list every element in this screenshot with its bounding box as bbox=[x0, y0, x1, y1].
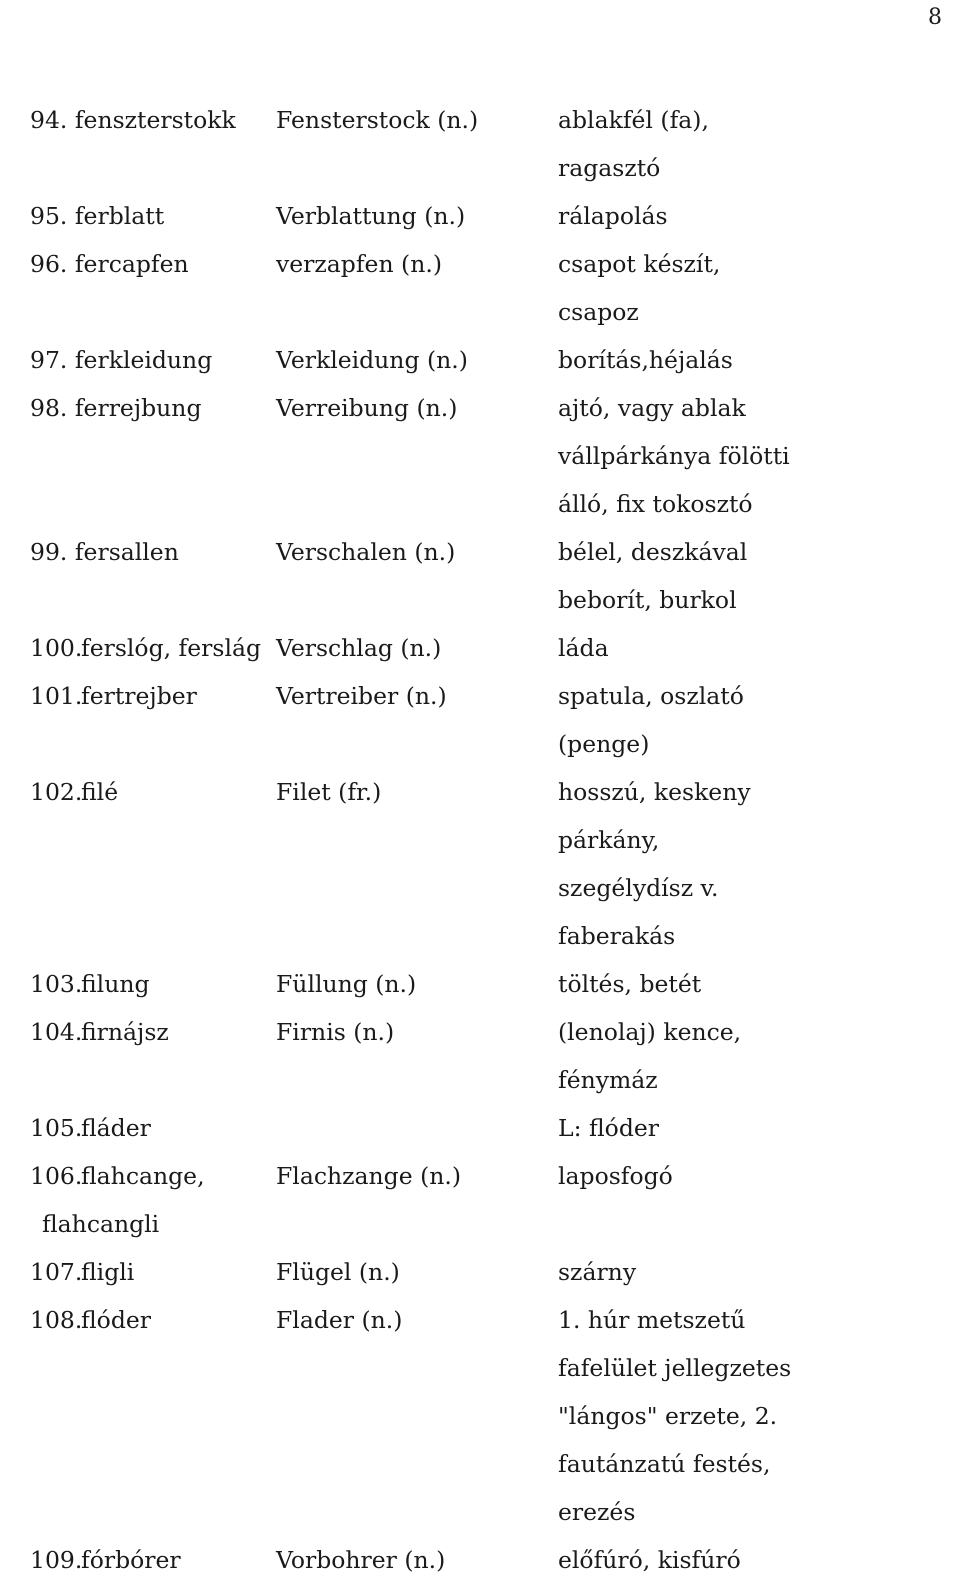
entry-meaning-line: ablakfél (fa), bbox=[558, 106, 709, 134]
entry-source: Verkleidung (n.) bbox=[276, 346, 468, 374]
glossary-list bbox=[0, 96, 960, 1584]
glossary-entry bbox=[0, 624, 960, 672]
entry-meaning-line: laposfogó bbox=[558, 1162, 673, 1190]
entry-heading bbox=[30, 192, 164, 240]
glossary-continuation bbox=[0, 1056, 960, 1104]
glossary-continuation bbox=[0, 1488, 960, 1536]
glossary-continuation bbox=[0, 1344, 960, 1392]
entry-term: fertrejber bbox=[81, 682, 197, 710]
entry-number: 100. bbox=[30, 634, 83, 662]
entry-number: 96. bbox=[30, 250, 68, 278]
entry-heading bbox=[30, 96, 236, 144]
entry-term: ferkleidung bbox=[74, 346, 213, 374]
entry-number: 109. bbox=[30, 1546, 83, 1574]
entry-heading bbox=[30, 528, 179, 576]
entry-source: Verreibung (n.) bbox=[276, 394, 458, 422]
entry-meaning-line: szegélydísz v. bbox=[558, 874, 719, 902]
entry-meaning-line: fénymáz bbox=[558, 1066, 658, 1094]
entry-number: 99. bbox=[30, 538, 68, 566]
glossary-continuation bbox=[0, 288, 960, 336]
entry-source: Verschalen (n.) bbox=[276, 538, 456, 566]
entry-source: Fensterstock (n.) bbox=[276, 106, 479, 134]
entry-meaning-line: hosszú, keskeny bbox=[558, 778, 751, 806]
entry-meaning-line: láda bbox=[558, 634, 609, 662]
entry-meaning-line: borítás,héjalás bbox=[558, 346, 733, 374]
glossary-entry bbox=[0, 336, 960, 384]
entry-source: Vertreiber (n.) bbox=[276, 682, 447, 710]
entry-meaning-line: L: flóder bbox=[558, 1114, 659, 1142]
entry-source: Filet (fr.) bbox=[276, 778, 382, 806]
entry-meaning-line: spatula, oszlató bbox=[558, 682, 744, 710]
entry-meaning-line: töltés, betét bbox=[558, 970, 702, 998]
glossary-continuation bbox=[0, 864, 960, 912]
glossary-entry bbox=[0, 1104, 960, 1152]
entry-source: verzapfen (n.) bbox=[276, 250, 443, 278]
glossary-continuation bbox=[0, 480, 960, 528]
glossary-entry bbox=[0, 1296, 960, 1344]
entry-number: 102. bbox=[30, 778, 83, 806]
entry-number: 98. bbox=[30, 394, 68, 422]
glossary-continuation bbox=[0, 1200, 960, 1248]
entry-term: ferrejbung bbox=[74, 394, 202, 422]
entry-number: 108. bbox=[30, 1306, 83, 1334]
entry-source: Flügel (n.) bbox=[276, 1258, 400, 1286]
entry-source: Verblattung (n.) bbox=[276, 202, 466, 230]
glossary-entry bbox=[0, 768, 960, 816]
entry-meaning-line: szárny bbox=[558, 1258, 637, 1286]
entry-source: Füllung (n.) bbox=[276, 970, 417, 998]
entry-term: filung bbox=[81, 970, 150, 998]
entry-term: firnájsz bbox=[81, 1018, 169, 1046]
entry-heading bbox=[30, 240, 189, 288]
entry-term: fenszterstokk bbox=[74, 106, 236, 134]
entry-meaning-line: ragasztó bbox=[558, 154, 661, 182]
entry-meaning-line: csapot készít, bbox=[558, 250, 721, 278]
entry-term: ferblatt bbox=[74, 202, 165, 230]
glossary-entry bbox=[0, 528, 960, 576]
entry-source: Vorbohrer (n.) bbox=[276, 1546, 446, 1574]
entry-heading bbox=[30, 384, 201, 432]
entry-meaning-line: fafelület jellegzetes bbox=[558, 1354, 792, 1382]
entry-number: 97. bbox=[30, 346, 68, 374]
glossary-continuation bbox=[0, 720, 960, 768]
entry-heading bbox=[30, 336, 212, 384]
entry-term: fercapfen bbox=[74, 250, 189, 278]
page-number: 8 bbox=[928, 5, 942, 30]
entry-number: 104. bbox=[30, 1018, 83, 1046]
entry-term: filé bbox=[81, 778, 119, 806]
entry-source: Firnis (n.) bbox=[276, 1018, 395, 1046]
glossary-entry bbox=[0, 1152, 960, 1200]
entry-number: 95. bbox=[30, 202, 68, 230]
glossary-continuation bbox=[0, 144, 960, 192]
entry-source: Flader (n.) bbox=[276, 1306, 403, 1334]
entry-number: 101. bbox=[30, 682, 83, 710]
entry-meaning-line: beborít, burkol bbox=[558, 586, 737, 614]
entry-number: 94. bbox=[30, 106, 68, 134]
entry-meaning-line: 1. húr metszetű bbox=[558, 1306, 746, 1334]
entry-number: 103. bbox=[30, 970, 83, 998]
glossary-continuation bbox=[0, 576, 960, 624]
entry-term: fláder bbox=[81, 1114, 151, 1142]
entry-meaning-line: (penge) bbox=[558, 730, 650, 758]
glossary-continuation bbox=[0, 816, 960, 864]
glossary-entry bbox=[0, 1008, 960, 1056]
entry-term: fórbórer bbox=[81, 1546, 181, 1574]
glossary-continuation bbox=[0, 432, 960, 480]
glossary-entry bbox=[0, 240, 960, 288]
glossary-continuation bbox=[0, 1440, 960, 1488]
entry-meaning-line: faberakás bbox=[558, 922, 676, 950]
glossary-entry bbox=[0, 192, 960, 240]
entry-meaning-line: előfúró, kisfúró bbox=[558, 1546, 741, 1574]
entry-meaning-line: fautánzatú festés, bbox=[558, 1450, 771, 1478]
entry-meaning-line: bélel, deszkával bbox=[558, 538, 748, 566]
entry-source: Flachzange (n.) bbox=[276, 1162, 462, 1190]
glossary-entry bbox=[0, 96, 960, 144]
entry-term: flóder bbox=[81, 1306, 152, 1334]
entry-term: fersallen bbox=[74, 538, 179, 566]
entry-term-continuation: flahcangli bbox=[42, 1210, 160, 1238]
entry-term: flahcange, bbox=[81, 1162, 205, 1190]
entry-meaning-line: rálapolás bbox=[558, 202, 668, 230]
glossary-entry bbox=[0, 1536, 960, 1584]
entry-meaning-line: párkány, bbox=[558, 826, 660, 854]
entry-number: 106. bbox=[30, 1162, 83, 1190]
glossary-entry bbox=[0, 1248, 960, 1296]
glossary-continuation bbox=[0, 1392, 960, 1440]
entry-number: 107. bbox=[30, 1258, 83, 1286]
entry-source: Verschlag (n.) bbox=[276, 634, 442, 662]
entry-meaning-line: "lángos" erzete, 2. bbox=[558, 1402, 778, 1430]
glossary-continuation bbox=[0, 912, 960, 960]
glossary-entry bbox=[0, 384, 960, 432]
entry-meaning-line: (lenolaj) kence, bbox=[558, 1018, 742, 1046]
entry-meaning-line: vállpárkánya fölötti bbox=[558, 442, 790, 470]
entry-number: 105. bbox=[30, 1114, 83, 1142]
entry-meaning-line: csapoz bbox=[558, 298, 639, 326]
entry-term: fligli bbox=[81, 1258, 135, 1286]
glossary-entry bbox=[0, 960, 960, 1008]
glossary-entry bbox=[0, 672, 960, 720]
entry-meaning-line: álló, fix tokosztó bbox=[558, 490, 753, 518]
entry-term: ferslóg, ferslág bbox=[81, 634, 262, 662]
entry-meaning-line: ajtó, vagy ablak bbox=[558, 394, 746, 422]
entry-meaning-line: erezés bbox=[558, 1498, 636, 1526]
